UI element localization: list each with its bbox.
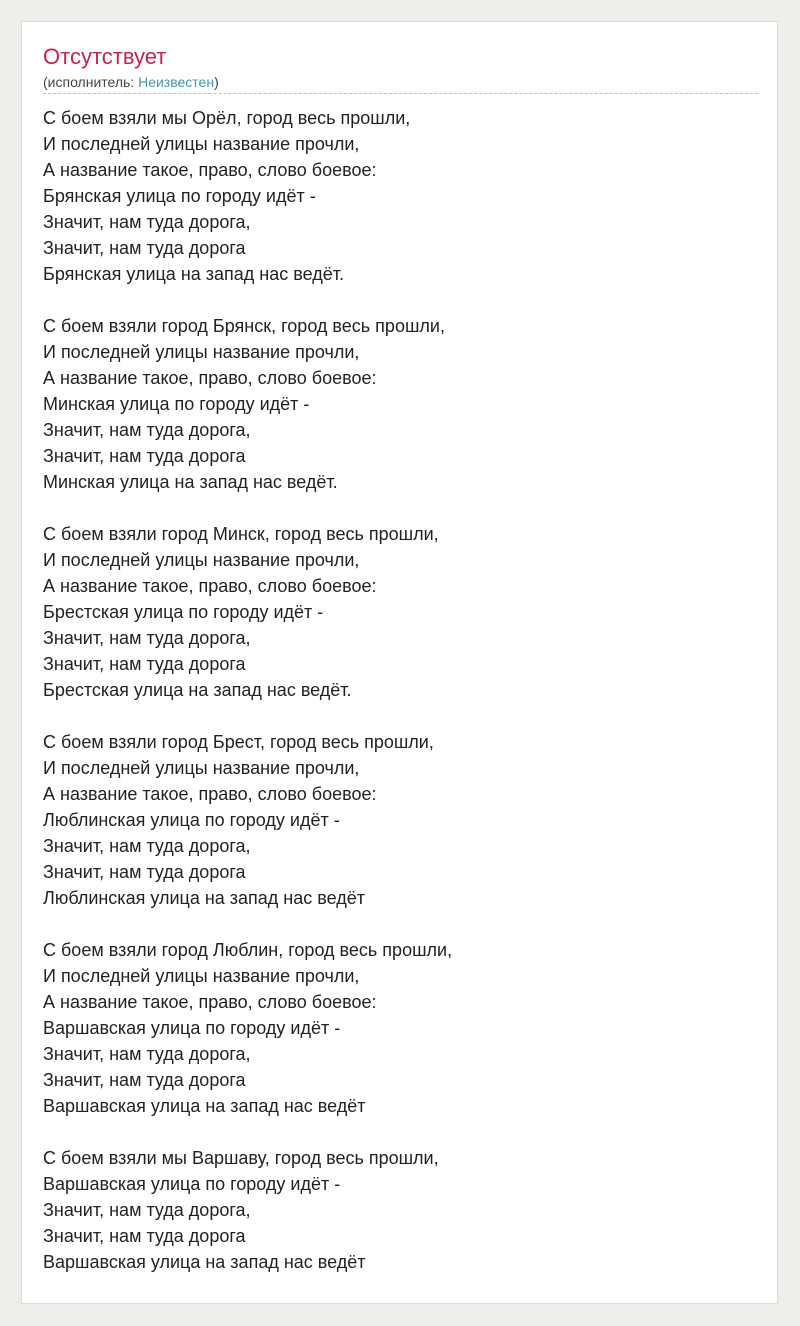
lyric-line: И последней улицы название прочли,	[43, 758, 360, 778]
lyric-line: Значит, нам туда дорога	[43, 1226, 246, 1246]
lyric-line: С боем взяли город Люблин, город весь прошли,	[43, 940, 453, 960]
stanza	[43, 1145, 758, 1275]
lyric-line: Брянская улица на запад нас ведёт.	[43, 264, 344, 284]
lyric-line: С боем взяли мы Орёл, город весь прошли,	[43, 108, 411, 128]
lyric-line: Брестская улица по городу идёт -	[43, 602, 324, 622]
lyric-line: С боем взяли мы Варшаву, город весь прошли,	[43, 1148, 439, 1168]
lyric-line: Минская улица по городу идёт -	[43, 394, 310, 414]
lyric-line: Значит, нам туда дорога,	[43, 628, 251, 648]
stanza	[43, 937, 758, 1119]
lyric-line: Значит, нам туда дорога	[43, 1070, 246, 1090]
artist-line	[43, 73, 219, 91]
artist-suffix: )	[214, 74, 219, 90]
lyric-line: Значит, нам туда дорога,	[43, 1200, 251, 1220]
lyric-line: А название такое, право, слово боевое:	[43, 576, 377, 596]
lyric-line: А название такое, право, слово боевое:	[43, 784, 377, 804]
lyric-line: Варшавская улица по городу идёт -	[43, 1018, 341, 1038]
lyric-line: Брянская улица по городу идёт -	[43, 186, 316, 206]
lyric-line: Люблинская улица на запад нас ведёт	[43, 888, 365, 908]
lyric-line: Значит, нам туда дорога,	[43, 420, 251, 440]
artist-prefix: (исполнитель:	[43, 74, 139, 90]
lyric-line: С боем взяли город Брест, город весь прошли,	[43, 732, 434, 752]
lyric-line: Значит, нам туда дорога,	[43, 1044, 251, 1064]
lyric-line: Брестская улица на запад нас ведёт.	[43, 680, 352, 700]
lyric-line: Люблинская улица по городу идёт -	[43, 810, 340, 830]
artist-link[interactable]: Неизвестен	[138, 74, 215, 90]
lyrics-body	[43, 105, 758, 1301]
lyric-line: И последней улицы название прочли,	[43, 134, 360, 154]
lyric-line: С боем взяли город Брянск, город весь прошли,	[43, 316, 445, 336]
lyric-line: Значит, нам туда дорога,	[43, 836, 251, 856]
stanza	[43, 521, 758, 703]
lyric-line: И последней улицы название прочли,	[43, 966, 360, 986]
lyric-line: Значит, нам туда дорога	[43, 446, 246, 466]
lyric-line: Варшавская улица на запад нас ведёт	[43, 1252, 366, 1272]
lyric-line: А название такое, право, слово боевое:	[43, 992, 377, 1012]
song-title: Отсутствует	[43, 44, 167, 69]
stanza	[43, 313, 758, 495]
lyric-line: С боем взяли город Минск, город весь прошли,	[43, 524, 439, 544]
lyric-line: И последней улицы название прочли,	[43, 550, 360, 570]
lyric-line: Значит, нам туда дорога,	[43, 212, 251, 232]
lyric-line: А название такое, право, слово боевое:	[43, 160, 377, 180]
stanza	[43, 729, 758, 911]
divider	[43, 93, 758, 94]
lyric-line: Минская улица на запад нас ведёт.	[43, 472, 338, 492]
lyric-line: А название такое, право, слово боевое:	[43, 368, 377, 388]
lyric-line: Значит, нам туда дорога	[43, 862, 246, 882]
stanza	[43, 105, 758, 287]
lyric-line: Значит, нам туда дорога	[43, 654, 246, 674]
lyric-line: И последней улицы название прочли,	[43, 342, 360, 362]
lyric-line: Варшавская улица по городу идёт -	[43, 1174, 341, 1194]
lyric-line: Значит, нам туда дорога	[43, 238, 246, 258]
lyric-line: Варшавская улица на запад нас ведёт	[43, 1096, 366, 1116]
lyrics-card	[21, 21, 778, 1304]
